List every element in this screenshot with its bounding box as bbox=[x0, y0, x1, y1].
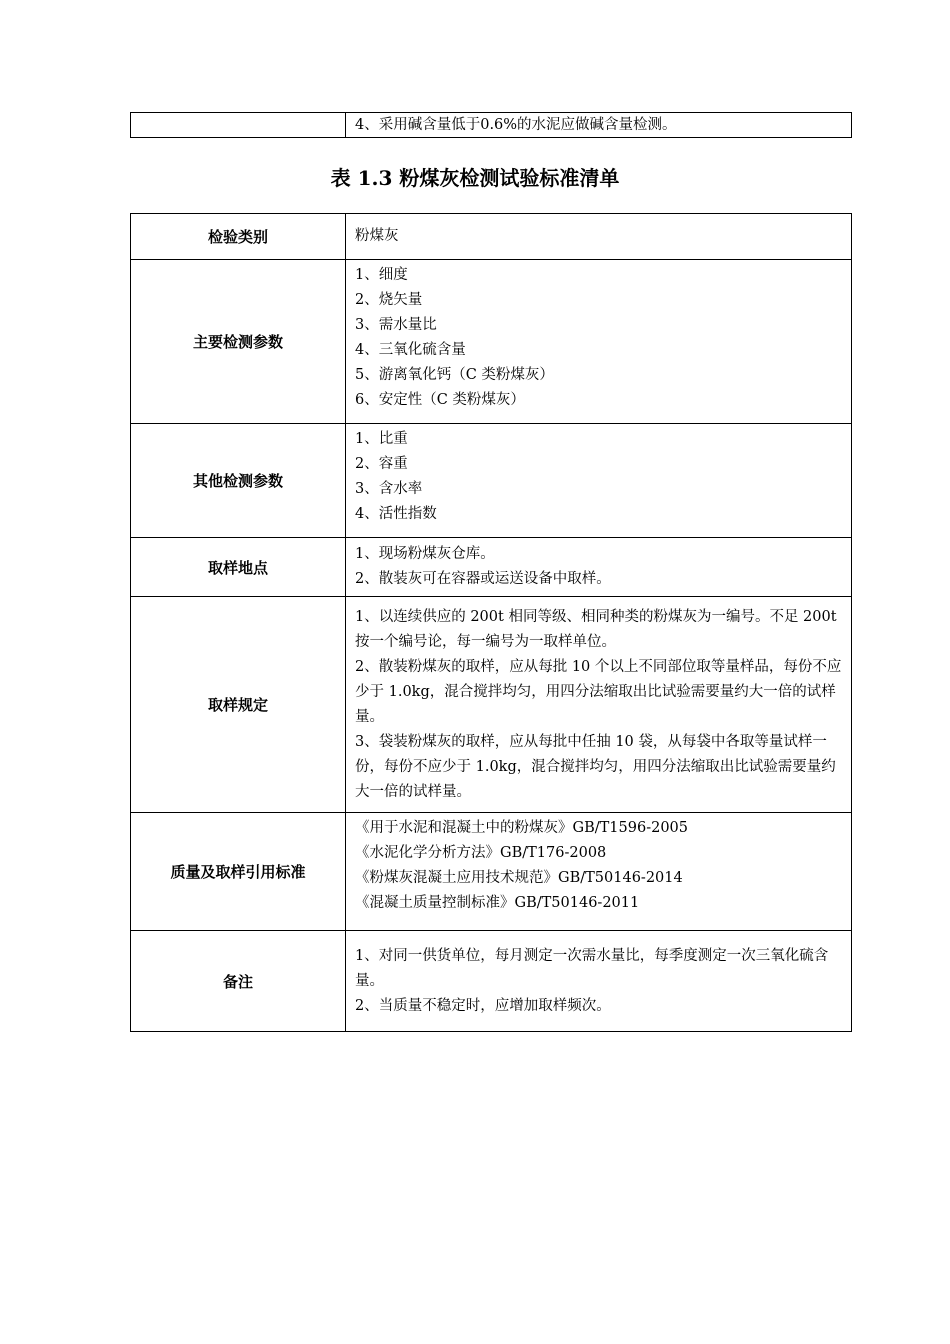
table-row bbox=[131, 538, 852, 597]
list-item: 4、三氧化硫含量 bbox=[355, 342, 466, 358]
main-params-list bbox=[346, 260, 852, 424]
standards-list bbox=[346, 813, 852, 931]
list-item: 1、比重 bbox=[355, 431, 408, 447]
other-params-list bbox=[346, 424, 852, 538]
list-item: 1、对同一供货单位，每月测定一次需水量比，每季度测定一次三氧化硫含量。 bbox=[355, 947, 829, 989]
remarks-label: 备注 bbox=[131, 931, 346, 1032]
list-item: 《粉煤灰混凝土应用技术规范》GB/T50146-2014 bbox=[355, 870, 683, 886]
continuation-text-cell: 4、采用碱含量低于0.6%的水泥应做碱含量检测。 bbox=[346, 113, 852, 138]
table-row bbox=[131, 260, 852, 424]
list-item: 2、烧矢量 bbox=[355, 292, 423, 308]
fly-ash-standards-table bbox=[130, 213, 852, 1032]
main-params-label: 主要检测参数 bbox=[131, 260, 346, 424]
list-item: 1、现场粉煤灰仓库。 bbox=[355, 546, 495, 562]
other-params-label: 其他检测参数 bbox=[131, 424, 346, 538]
list-item: 4、活性指数 bbox=[355, 506, 437, 522]
category-label: 检验类别 bbox=[131, 214, 346, 260]
list-item: 5、游离氧化钙（C 类粉煤灰） bbox=[355, 367, 554, 383]
list-item: 《用于水泥和混凝土中的粉煤灰》GB/T1596-2005 bbox=[355, 820, 688, 836]
list-item: 《水泥化学分析方法》GB/T176-2008 bbox=[355, 845, 607, 861]
sampling-rules-list bbox=[346, 597, 852, 813]
table-title: 表 1.3 粉煤灰检测试验标准清单 bbox=[330, 166, 620, 190]
remarks-list bbox=[346, 931, 852, 1032]
category-value: 粉煤灰 bbox=[346, 214, 852, 260]
sampling-site-list bbox=[346, 538, 852, 597]
sampling-rules-label: 取样规定 bbox=[131, 597, 346, 813]
standards-label: 质量及取样引用标准 bbox=[131, 813, 346, 931]
list-item: 2、当质量不稳定时，应增加取样频次。 bbox=[355, 997, 611, 1014]
continuation-table bbox=[130, 112, 852, 138]
table-row bbox=[131, 597, 852, 813]
table-row bbox=[131, 113, 852, 138]
table-row bbox=[131, 813, 852, 931]
table-row bbox=[131, 424, 852, 538]
list-item: 6、安定性（C 类粉煤灰） bbox=[355, 392, 525, 408]
table-row bbox=[131, 214, 852, 260]
list-item: 3、袋装粉煤灰的取样，应从每批中任抽 10 袋，从每袋中各取等量试样一份，每份不应少于 1.0kg，混合搅拌均匀，用四分法缩取出比试验需要量约大一倍的试样量。 bbox=[355, 733, 836, 800]
list-item: 2、散装灰可在容器或运送设备中取样。 bbox=[355, 571, 611, 587]
list-item: 1、以连续供应的 200t 相同等级、相同种类的粉煤灰为一编号。不足 200t 按一个编号论，每一编号为一取样单位。 bbox=[355, 608, 837, 650]
sampling-site-label: 取样地点 bbox=[131, 538, 346, 597]
continuation-label-cell bbox=[131, 113, 346, 138]
list-item: 《混凝土质量控制标准》GB/T50146-2011 bbox=[355, 895, 640, 911]
list-item: 2、容重 bbox=[355, 456, 408, 472]
list-item: 3、含水率 bbox=[355, 481, 423, 497]
table-row bbox=[131, 931, 852, 1032]
list-item: 3、需水量比 bbox=[355, 317, 437, 333]
list-item: 2、散装粉煤灰的取样，应从每批 10 个以上不同部位取等量样品，每份不应少于 1.0kg，混合搅拌均匀，用四分法缩取出比试验需要量约大一倍的试样量。 bbox=[355, 658, 842, 725]
list-item: 1、细度 bbox=[355, 267, 408, 283]
